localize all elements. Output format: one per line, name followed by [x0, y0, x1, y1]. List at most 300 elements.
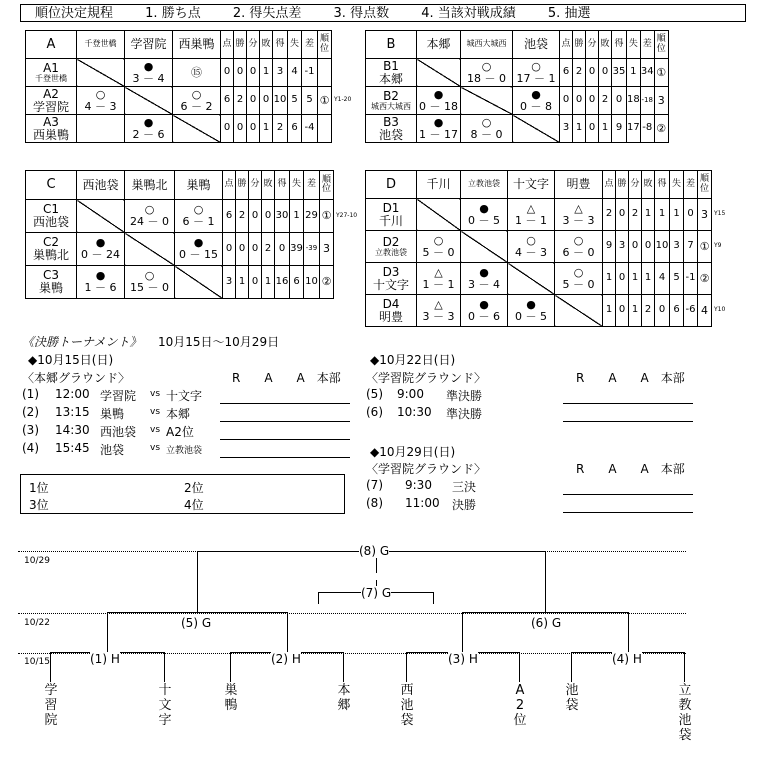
match-score: 0 － 5 — [515, 309, 547, 323]
match-round: 決勝 — [452, 498, 477, 512]
match-time: 9:00 — [397, 387, 424, 401]
stat-value: 3 — [670, 231, 684, 263]
signature-line — [563, 494, 693, 495]
self-match-cell — [125, 233, 175, 266]
stat-header: 順位 — [318, 31, 332, 59]
result-3rd: 3位 — [29, 498, 49, 512]
stat-value: 35 — [612, 59, 627, 87]
stat-value: -1 — [684, 263, 698, 295]
self-match-cell — [77, 59, 125, 87]
match-score: 6 － 0 — [562, 245, 595, 259]
home-team: 学習院 — [100, 389, 137, 403]
stat-value: 0 — [249, 200, 262, 233]
opponent-header: 池袋 — [513, 31, 560, 59]
signature-line — [220, 439, 350, 440]
rank-value — [318, 59, 332, 87]
stat-value: 9 — [612, 115, 627, 143]
team-name: 池袋 — [378, 127, 403, 142]
match-cell — [173, 87, 221, 115]
stat-value: 1 — [236, 266, 249, 299]
match-cell — [77, 233, 125, 266]
league-table-b — [365, 30, 669, 143]
rule-item: 3. 得点数 — [333, 6, 390, 21]
stat-value: 10 — [273, 87, 288, 115]
day1-date: ◆10月15日(日) — [28, 353, 114, 367]
match-round: 準決勝 — [446, 407, 483, 421]
stat-header: 勝 — [573, 31, 586, 59]
stat-value: 0 — [221, 115, 234, 143]
league-table-a — [25, 30, 332, 143]
match-cell — [77, 115, 125, 143]
day3-date: ◆10月29日(日) — [370, 445, 456, 459]
stat-value: 2 — [642, 295, 655, 327]
team-cell — [26, 115, 77, 143]
rank-value: ① — [320, 200, 334, 233]
team-row — [366, 199, 712, 231]
signature-line — [563, 421, 693, 422]
result-mark: ○ — [526, 233, 536, 247]
rank-value — [318, 115, 332, 143]
stat-value: 0 — [249, 233, 262, 266]
result-mark: ● — [95, 236, 106, 250]
away-team: 立教池袋 — [166, 446, 203, 456]
bracket-line — [406, 652, 407, 682]
stat-value: 1 — [655, 199, 670, 231]
stat-value: 0 — [599, 59, 612, 87]
team-row — [366, 115, 669, 143]
match-number: (1) — [22, 387, 39, 401]
match-cell — [555, 231, 603, 263]
bracket-line — [628, 612, 629, 652]
match-label-final: (8) G — [359, 544, 390, 558]
stat-header: 得 — [655, 171, 670, 199]
stat-value: 0 — [573, 87, 586, 115]
match-number: (3) — [22, 423, 39, 437]
match-score: 1 － 1 — [422, 277, 455, 291]
result-mark: ○ — [193, 203, 204, 217]
day2-signature-headers: R A A 本部 — [576, 371, 685, 385]
result-mark: ○ — [573, 265, 584, 279]
stat-value: 2 — [234, 87, 247, 115]
team-code: D1 — [382, 200, 400, 215]
result-mark: ○ — [481, 59, 492, 73]
bracket-line — [107, 612, 288, 613]
stat-value: 1 — [290, 200, 304, 233]
rank-value: ② — [320, 266, 334, 299]
team-row — [366, 263, 712, 295]
match-label-third: (7) G — [361, 586, 392, 600]
stat-header: 点 — [560, 31, 573, 59]
stat-header: 失 — [627, 31, 641, 59]
match-number: (8) — [366, 496, 383, 510]
home-team: 西池袋 — [100, 425, 137, 439]
away-team: A2位 — [166, 425, 194, 439]
day3-ground: 〈学習院グラウンド〉 — [366, 462, 487, 476]
result-4th: 4位 — [184, 498, 204, 512]
team-name: 巣鴨 — [38, 281, 63, 295]
rank-value: 4 — [698, 295, 712, 327]
opponent-header: 立教池袋 — [461, 171, 508, 199]
stat-value: 0 — [247, 115, 260, 143]
final-results-box — [20, 474, 345, 514]
match-time: 12:00 — [55, 387, 90, 401]
match-cell — [513, 87, 560, 115]
stat-value: 0 — [249, 266, 262, 299]
league-table-c — [25, 170, 334, 299]
stat-header: 得 — [612, 31, 627, 59]
result-mark: ○ — [433, 233, 444, 247]
team-name: 西巣鴨 — [32, 127, 69, 142]
self-match-cell — [461, 87, 513, 115]
rule-item: 5. 抽選 — [547, 6, 591, 21]
stat-value: 1 — [670, 199, 684, 231]
match-cell — [77, 266, 125, 299]
stat-header: 分 — [586, 31, 599, 59]
stat-value: 7 — [684, 231, 698, 263]
result-mark: ○ — [531, 59, 541, 73]
opponent-header: 巣鴨北 — [125, 171, 175, 200]
stat-value: 0 — [616, 263, 629, 295]
result-mark: ● — [143, 115, 154, 129]
team-name: 西池袋 — [32, 215, 69, 229]
opponent-header: 西池袋 — [77, 171, 125, 200]
stat-value: 2 — [262, 233, 275, 266]
date-line-1022 — [18, 613, 686, 614]
bracket-line — [684, 652, 685, 682]
signature-line — [220, 457, 350, 458]
rank-value: ② — [698, 263, 712, 295]
bracket-line — [462, 612, 463, 652]
stat-value: -1 — [302, 59, 318, 87]
stat-value: 2 — [603, 199, 616, 231]
result-mark: ● — [531, 87, 541, 101]
match-score: 5 － 0 — [562, 277, 595, 291]
match-time: 9:30 — [405, 478, 432, 492]
side-note: Y10 — [714, 306, 726, 313]
match-label-semi1: (5) G — [181, 616, 212, 630]
stat-value: 34 — [640, 59, 654, 87]
team-row — [366, 295, 712, 327]
team-cell — [366, 115, 417, 143]
stat-value: 0 — [234, 115, 247, 143]
stat-value: 9 — [603, 231, 616, 263]
result-mark: ○ — [481, 115, 492, 129]
stat-value: 0 — [260, 87, 273, 115]
result-mark: △ — [434, 297, 443, 311]
stat-header: 失 — [670, 171, 684, 199]
match-cell — [417, 295, 461, 327]
match-label-r1: (1) H — [90, 652, 120, 666]
stat-header: 敗 — [260, 31, 273, 59]
stat-header: 順位 — [654, 31, 668, 59]
team-name: 巣鴨北 — [32, 248, 69, 262]
stat-value: 0 — [629, 231, 642, 263]
rule-item: 2. 得失点差 — [232, 6, 302, 21]
result-mark: ○ — [144, 269, 155, 283]
match-score: 6 － 1 — [182, 215, 215, 228]
match-time: 11:00 — [405, 496, 440, 510]
match-cell — [417, 115, 461, 143]
self-match-cell — [77, 200, 125, 233]
bracket-line — [519, 652, 520, 682]
match-cell — [173, 59, 221, 87]
bracket-line — [107, 612, 108, 652]
stat-value: 0 — [586, 115, 599, 143]
side-note: Y9 — [714, 242, 722, 249]
match-score: 0 － 15 — [179, 248, 218, 261]
stat-value: 1 — [573, 115, 586, 143]
match-cell — [125, 115, 173, 143]
rank-value: ① — [654, 59, 668, 87]
stat-value: 1 — [627, 59, 641, 87]
result-mark: ● — [95, 269, 106, 283]
match-score: 2 － 6 — [132, 127, 165, 141]
self-match-cell — [555, 295, 603, 327]
side-note: Y1-20 — [334, 96, 352, 103]
match-label-semi2: (6) G — [531, 616, 562, 630]
self-match-cell — [461, 231, 508, 263]
stat-value: 0 — [221, 59, 234, 87]
team-row — [366, 231, 712, 263]
stat-header: 失 — [288, 31, 302, 59]
match-cell — [461, 115, 513, 143]
stat-header: 失 — [290, 171, 304, 200]
bracket-team: 本郷 — [337, 683, 351, 713]
stat-value: 0 — [586, 87, 599, 115]
stat-value: 0 — [612, 87, 627, 115]
self-match-cell — [508, 263, 555, 295]
match-cell — [461, 199, 508, 231]
stat-header: 差 — [640, 31, 654, 59]
team-code: A3 — [43, 114, 59, 129]
rules-title: 順位決定規程 — [35, 6, 114, 21]
team-cell — [366, 263, 417, 295]
match-score: 3 － 4 — [468, 277, 500, 291]
bracket-team: 巣鴨 — [224, 683, 238, 713]
stat-value: 0 — [655, 295, 670, 327]
team-code: B1 — [383, 58, 399, 73]
result-mark: ● — [526, 297, 536, 311]
result-mark: ● — [193, 236, 204, 250]
date-label: 10/29 — [24, 556, 50, 566]
stat-value: 17 — [627, 115, 641, 143]
team-cell — [26, 200, 77, 233]
stat-value: 1 — [642, 263, 655, 295]
team-row — [26, 115, 332, 143]
match-cell — [508, 295, 555, 327]
bracket-line — [571, 652, 572, 682]
stat-value: 6 — [670, 295, 684, 327]
self-match-cell — [125, 87, 173, 115]
bracket-team: 学習院 — [44, 683, 58, 728]
match-score: 8 － 0 — [470, 127, 503, 141]
stat-value: 5 — [670, 263, 684, 295]
team-cell — [366, 59, 417, 87]
stat-value: 1 — [260, 59, 273, 87]
stat-header: 勝 — [616, 171, 629, 199]
team-code: C1 — [42, 202, 59, 217]
stat-header: 分 — [629, 171, 642, 199]
stat-value: 0 — [684, 199, 698, 231]
match-cell — [175, 200, 223, 233]
stat-value: 30 — [275, 200, 290, 233]
date-label: 10/22 — [24, 618, 50, 628]
result-mark: ● — [479, 201, 489, 215]
stat-header: 点 — [603, 171, 616, 199]
stat-value: 6 — [221, 87, 234, 115]
match-score: 0 － 8 — [520, 99, 552, 113]
stat-value: 0 — [223, 233, 236, 266]
rank-value: ② — [654, 115, 668, 143]
stat-value: 16 — [275, 266, 290, 299]
stat-value: 2 — [236, 200, 249, 233]
match-score: 0 － 6 — [468, 309, 500, 323]
team-code: D4 — [382, 296, 400, 311]
result-mark: ● — [433, 115, 444, 129]
match-cell — [555, 263, 603, 295]
team-name: 城西大城西 — [371, 101, 411, 111]
match-time: 13:15 — [55, 405, 90, 419]
away-team: 十文字 — [166, 389, 203, 403]
opponent-header: 千川 — [417, 171, 461, 199]
result-2nd: 2位 — [184, 481, 204, 495]
stat-value: 6 — [288, 115, 302, 143]
team-code: C3 — [42, 268, 59, 283]
rule-item: 4. 当該対戦成績 — [421, 6, 516, 21]
ranking-rules-box — [20, 4, 746, 22]
team-row — [26, 200, 334, 233]
self-match-cell — [513, 115, 560, 143]
opponent-header: 明豊 — [555, 171, 603, 199]
rank-value: 3 — [698, 199, 712, 231]
match-time: 14:30 — [55, 423, 90, 437]
day1-signature-headers: R A A 本部 — [232, 371, 341, 385]
opponent-header: 西巣鴨 — [173, 31, 221, 59]
team-name: 本郷 — [378, 71, 403, 86]
day2-date: ◆10月22日(日) — [370, 353, 456, 367]
team-name: 千川 — [378, 213, 403, 228]
signature-line — [220, 421, 350, 422]
stat-header: 差 — [304, 171, 320, 200]
bracket-line — [164, 652, 165, 682]
bracket-line — [545, 551, 546, 612]
stat-value: 0 — [236, 233, 249, 266]
stat-value: 10 — [304, 266, 320, 299]
bracket-line — [50, 652, 51, 682]
rank-value: 3 — [654, 87, 668, 115]
stat-value: 1 — [262, 266, 275, 299]
stat-header: 得 — [275, 171, 290, 200]
stat-value: 0 — [234, 59, 247, 87]
bracket-team: A2位 — [513, 683, 527, 728]
stat-value: 3 — [560, 115, 573, 143]
team-code: D2 — [382, 235, 400, 249]
league-table-d — [365, 170, 712, 327]
bracket-line — [197, 551, 198, 612]
match-cell — [417, 87, 461, 115]
rule-item: 1. 勝ち点 — [145, 6, 201, 21]
stat-value: 1 — [629, 295, 642, 327]
rank-value: 3 — [320, 233, 334, 266]
opponent-header: 千登世橋 — [77, 31, 125, 59]
match-cell — [125, 266, 175, 299]
date-label: 10/15 — [24, 657, 50, 667]
vs-label: vs — [150, 443, 161, 453]
away-team: 本郷 — [166, 407, 191, 421]
stat-header: 得 — [273, 31, 288, 59]
team-cell — [26, 87, 77, 115]
result-mark: ○ — [144, 203, 155, 217]
result-mark: △ — [526, 201, 536, 215]
stat-value: 1 — [599, 115, 612, 143]
match-cell — [417, 231, 461, 263]
bracket-line — [318, 592, 319, 604]
result-mark: ○ — [573, 233, 584, 247]
signature-line — [563, 512, 693, 513]
day2-ground: 〈学習院グラウンド〉 — [366, 371, 487, 385]
match-score: 15 － 0 — [130, 281, 169, 294]
stat-value: -4 — [302, 115, 318, 143]
result-mark: ○ — [191, 87, 202, 101]
tournament-period: 10月15日～10月29日 — [158, 335, 280, 349]
stat-value: 0 — [560, 87, 573, 115]
tournament-title: 《決勝トーナメント》 — [22, 335, 142, 349]
vs-label: vs — [150, 425, 161, 435]
match-cell — [508, 231, 555, 263]
stat-value: -6 — [684, 295, 698, 327]
match-cell — [125, 59, 173, 87]
stat-value: 29 — [304, 200, 320, 233]
stat-value: 2 — [599, 87, 612, 115]
team-name: 十文字 — [372, 277, 409, 292]
stat-value: 1 — [642, 199, 655, 231]
stat-value: 3 — [616, 231, 629, 263]
bracket-line — [462, 612, 629, 613]
stat-value: 5 — [288, 87, 302, 115]
match-score: 0 － 18 — [419, 99, 458, 113]
team-cell — [366, 295, 417, 327]
match-score: 18 － 0 — [467, 71, 506, 85]
result-mark: △ — [434, 265, 443, 279]
match-number: (4) — [22, 441, 39, 455]
stat-header: 分 — [247, 31, 260, 59]
match-time: 15:45 — [55, 441, 90, 455]
vs-label: vs — [150, 407, 161, 417]
team-name: 明豊 — [378, 309, 403, 324]
stat-value: 0 — [247, 59, 260, 87]
match-score: 5 － 0 — [422, 245, 455, 259]
rank-value: ① — [698, 231, 712, 263]
match-cell — [175, 233, 223, 266]
match-score: 1 － 17 — [419, 127, 458, 141]
stat-header: 敗 — [262, 171, 275, 200]
stat-header: 差 — [684, 171, 698, 199]
team-row — [26, 233, 334, 266]
result-mark: ⑮ — [191, 65, 202, 79]
match-score: 3 － 4 — [132, 71, 165, 85]
signature-line — [563, 403, 693, 404]
stat-value: 2 — [573, 59, 586, 87]
home-team: 巣鴨 — [100, 407, 125, 421]
stat-value: 4 — [655, 263, 670, 295]
team-name: 千登世橋 — [35, 73, 67, 83]
self-match-cell — [417, 59, 461, 87]
result-mark: ● — [479, 265, 489, 279]
stat-header: 点 — [221, 31, 234, 59]
match-score: 3 － 3 — [422, 309, 455, 323]
result-1st: 1位 — [29, 481, 49, 495]
match-label-r4: (4) H — [612, 652, 642, 666]
